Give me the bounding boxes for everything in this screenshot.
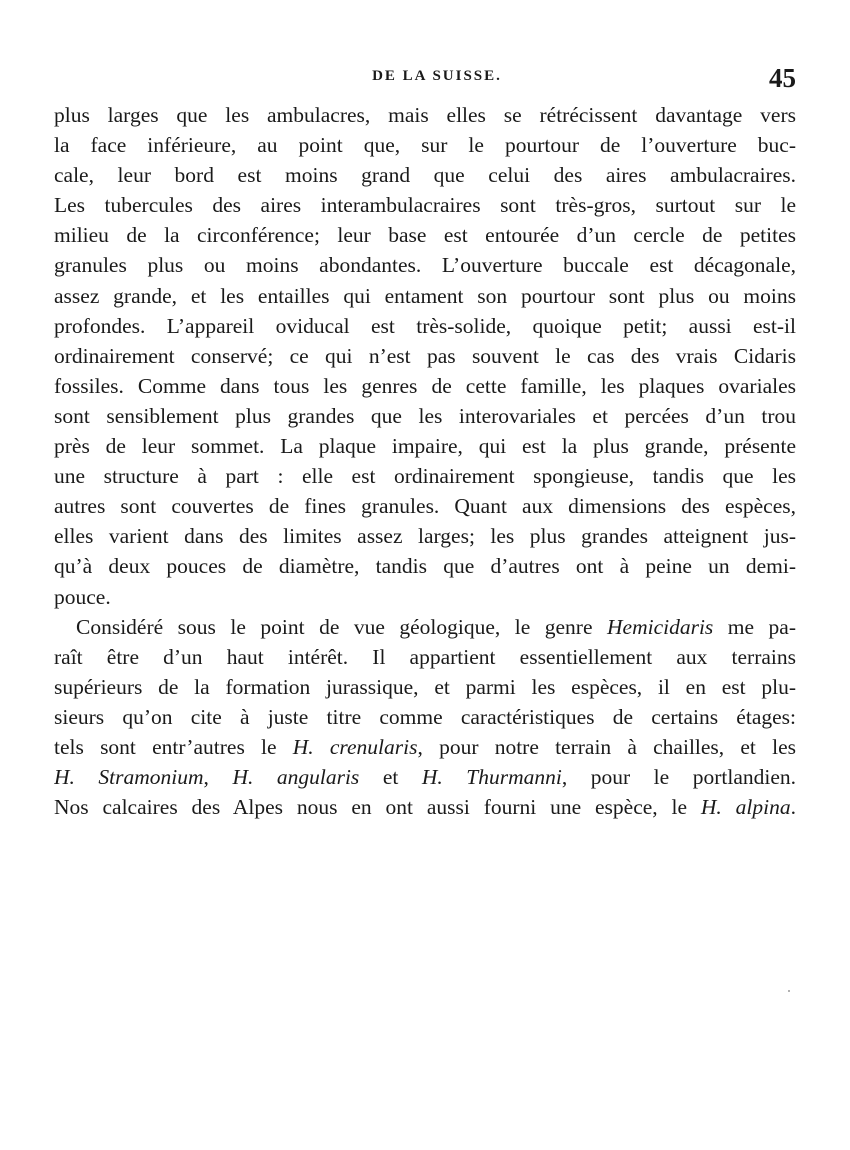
- text-line: ordinairement conservé; ce qui n’est pas souvent le cas des vrais Cidaris: [54, 343, 796, 368]
- genus-name: Hemicidaris: [607, 614, 714, 639]
- text-line: autres sont couvertes de fines granules. Quant aux dimensions des espèces,: [54, 494, 796, 519]
- text-run: .: [790, 795, 796, 820]
- text-line: milieu de la circonférence; leur base est entourée d’un cercle de petites: [54, 223, 796, 248]
- text-line: assez grande, et les entailles qui entament son pourtour sont plus ou moins: [54, 283, 796, 308]
- species-name: H. alpina: [700, 795, 791, 820]
- text-line: [54, 762, 796, 792]
- species-name: H. Thurmanni: [421, 765, 562, 790]
- text-run: me pa-: [713, 614, 796, 639]
- text-run: tels sont entr’autres le: [54, 734, 293, 759]
- body-text: [54, 100, 796, 822]
- text-line: supérieurs de la formation jurassique, et parmi les espèces, il en est plu-: [54, 674, 796, 699]
- text-line: [54, 792, 796, 822]
- running-title: DE LA SUISSE.: [372, 68, 502, 84]
- text-line: elles varient dans des limites assez larges; les plus grandes atteignent jus-: [54, 524, 796, 549]
- text-run: et: [359, 765, 422, 790]
- text-line: pouce.: [54, 584, 111, 609]
- species-name: H. crenularis: [292, 734, 418, 759]
- page-number: 45: [769, 63, 796, 93]
- text-line: près de leur sommet. La plaque impaire, qui est la plus grande, présente: [54, 434, 796, 459]
- text-run: , pour le portlandien.: [561, 765, 796, 790]
- text-line: raît être d’un haut intérêt. Il appartient essentiellement aux terrains: [54, 644, 796, 669]
- text-line: sieurs qu’on cite à juste titre comme caractéristiques de certains étages:: [54, 704, 796, 729]
- running-head: [54, 63, 796, 94]
- text-line: [54, 612, 796, 642]
- species-name: H. Stramonium: [54, 765, 204, 790]
- species-name: H. angularis: [232, 765, 360, 790]
- text-line: sont sensiblement plus grandes que les interovariales et percées d’un trou: [54, 403, 796, 428]
- text-line: Les tubercules des aires interambulacraires sont très-gros, surtout sur le: [54, 193, 796, 218]
- text-run: ,: [203, 765, 233, 790]
- paragraph-1: [54, 100, 796, 612]
- text-line: [54, 732, 796, 762]
- paper-speck: [788, 990, 790, 992]
- text-line: qu’à deux pouces de diamètre, tandis que d’autres ont à peine un demi-: [54, 554, 796, 579]
- text-line: la face inférieure, au point que, sur le pourtour de l’ouverture buc-: [54, 133, 796, 158]
- text-run: Nos calcaires des Alpes nous en ont aussi fourni une espèce, le: [54, 795, 701, 820]
- text-line: plus larges que les ambulacres, mais elles se rétrécissent davantage vers: [54, 103, 796, 127]
- text-line: profondes. L’appareil oviducal est très-solide, quoique petit; aussi est-il: [54, 313, 796, 338]
- paragraph-2: [54, 612, 796, 823]
- text-run: Considéré sous le point de vue géologique, le genre: [76, 614, 607, 639]
- text-run: , pour notre terrain à chailles, et les: [417, 734, 796, 759]
- text-line: une structure à part : elle est ordinairement spongieuse, tandis que les: [54, 464, 796, 489]
- text-line: fossiles. Comme dans tous les genres de cette famille, les plaques ovariales: [54, 373, 796, 398]
- text-line: granules plus ou moins abondantes. L’ouverture buccale est décagonale,: [54, 253, 796, 278]
- text-line: cale, leur bord est moins grand que celui des aires ambulacraires.: [54, 163, 796, 188]
